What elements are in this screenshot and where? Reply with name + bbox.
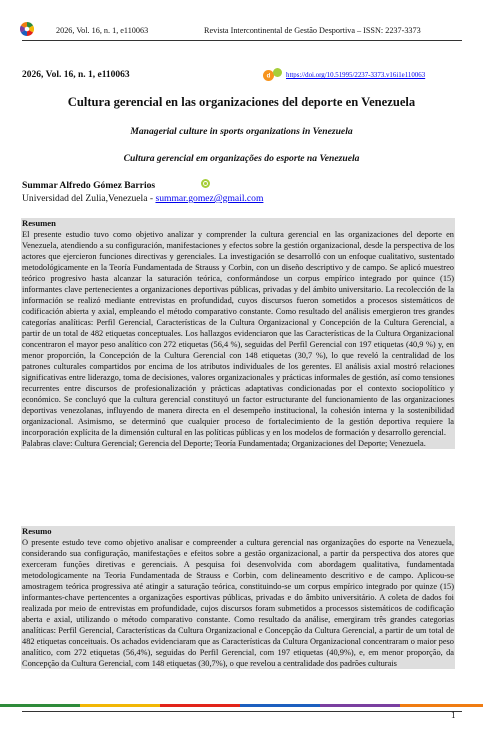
affiliation-text: Universidad del Zulia,Venezuela - — [22, 193, 156, 204]
page-number: 1 — [451, 710, 456, 720]
author-affiliation — [22, 193, 263, 204]
svg-text:d: d — [266, 73, 271, 80]
resumo-body: O presente estudo teve como objetivo analisar e compreender a cultura gerencial nas organizações do esporte na Venezuela, considerando sua configuração, manifestações e efeitos sobre a gestão organizacional, a partir da perspectiva dos atores que exerceram funções diretivas e gerenciais. A pesquisa foi desenvolvida com abordagem qualitativa, fundamentada metodologicamente na Teoria Fundamentada de Strauss e Corbin, com delineamento descritivo e de campo. Aplicou-se amostragem teórica progressiva até atingir a saturação teórica, constituindo-se um corpus empírico integrado por quinze (15) informantes-chave pertencentes a organizações esportivas públicas, privadas e do âmbito universitário. A coleta de dados foi realizada por meio de entrevistas em profundidade, cujos discursos foram submetidos a processos sistemáticos de codificação aberta e axial, utilizando o método comparativo constante. Como resultado da análise, emergiram três grandes categorias analíticas: Perfil Gerencial, Características da Cultura Organizacional e Concepção da Cultura Gerencial, a partir de um total de 482 etiquetas conceituais. Os achados evidenciaram que as Características da Cultura Organizacional concentraram o maior peso analítico, com 272 etiquetas (56,4%), seguidas do Perfil Gerencial, com 197 etiquetas (40,9%), e, em menor proporção, da Concepção da Cultura Gerencial, com 148 etiquetas (30,7%), o que revelou a centralidade dos padrões culturais — [22, 538, 454, 668]
footer-rule — [22, 711, 462, 712]
keywords: Palabras clave: Cultura Gerencial; Gerencia del Deporte; Teoría Fundamentada; Organizaciones del Deporte; Venezuela. — [22, 439, 426, 448]
running-header-right: Revista Intercontinental de Gestão Desportiva – ISSN: 2237-3373 — [204, 26, 421, 35]
footer-color-bar — [0, 704, 483, 707]
author-name: Summar Alfredo Gómez Barrios — [22, 180, 156, 191]
citation-line: 2026, Vol. 16, n. 1, e110063 — [22, 70, 130, 80]
author-email-link[interactable]: summar.gomez@gmail.com — [155, 193, 264, 204]
abstract-portuguese — [21, 526, 455, 669]
abstract-heading: Resumen — [22, 218, 56, 228]
paper-title: Cultura gerencial en las organizaciones del deporte en Venezuela — [67, 95, 416, 109]
orcid-icon[interactable] — [201, 179, 210, 188]
doi-link[interactable]: https://doi.org/10.51995/2237-3373.v16i1e110063 — [286, 72, 426, 79]
journal-logo-icon — [20, 22, 34, 36]
header-rule — [22, 40, 462, 41]
paper-title-english: Managerial culture in sports organizations in Venezuela — [130, 126, 353, 137]
abstract-body: El presente estudio tuvo como objetivo analizar y comprender la cultura gerencial en las organizaciones del deporte en Venezuela, atendiendo a su configuración, manifestaciones y efectos sobre la gestión organizacional, desde la perspectiva de los actores que ejercieron funciones directivas y gerenciales. La investigación se desarrolló con un enfoque cualitativo, sustentado metodológicamente en la Teoría Fundamentada de Strauss y Corbin, con un diseño descriptivo y de campo. Se aplicó muestreo teórico progresivo hasta alcanzar la saturación teórica, conformándose un corpus empírico integrado por quince (15) informantes clave pertenecientes a organizaciones deportivas públicas, privadas y del ámbito universitario. La recolección de la información se realizó mediante entrevistas en profundidad, cuyos discursos fueron sometidos a procesos sistemáticos de codificación abierta y axial, empleando el método comparativo constante. Como resultado del análisis emergieron tres grandes categorías analíticas: Perfil Gerencial, Características de la Cultura Organizacional y Concepción de la Cultura Gerencial, a partir de un total de 482 etiquetas conceptuales. Los hallazgos evidenciaron que las Características de la Cultura Organizacional concentraron el mayor peso analítico con 272 etiquetas (56,4 %), seguidas del Perfil Gerencial con 197 etiquetas (40,9 %) y, en menor proporción, la Concepción de la Cultura Gerencial con 148 etiquetas (30,7 %), lo que reveló la centralidad de los patrones culturales compartidos por encima de los atributos individuales de los gerentes. El análisis axial mostró relaciones significativas entre liderazgo, toma de decisiones, valores organizacionales y prácticas informales de gestión, así como tensiones recurrentes entre discursos de profesionalización y prácticas adaptativas condicionadas por el contexto sociopolítico y económico. Se concluyó que la cultura gerencial constituyó un factor estructurante del funcionamiento de las organizaciones deportivas venezolanas, influyendo de manera directa en el desempeño institucional, la cohesión interna y la sostenibilidad organizacional. Asimismo, se determinó que cualquier proceso de fortalecimiento de la gestión deportiva requiere la incorporación explícita de la dimensión cultural en las políticas públicas y en los modelos de formación y desarrollo gerencial. — [22, 230, 454, 437]
paper-title-portuguese: Cultura gerencial em organizações do esporte na Venezuela — [123, 153, 360, 164]
orcid-small-icon — [273, 68, 282, 77]
abstract-spanish — [21, 218, 455, 449]
resumo-heading: Resumo — [22, 526, 52, 536]
running-header-left: 2026, Vol. 16, n. 1, e110063 — [56, 26, 149, 35]
